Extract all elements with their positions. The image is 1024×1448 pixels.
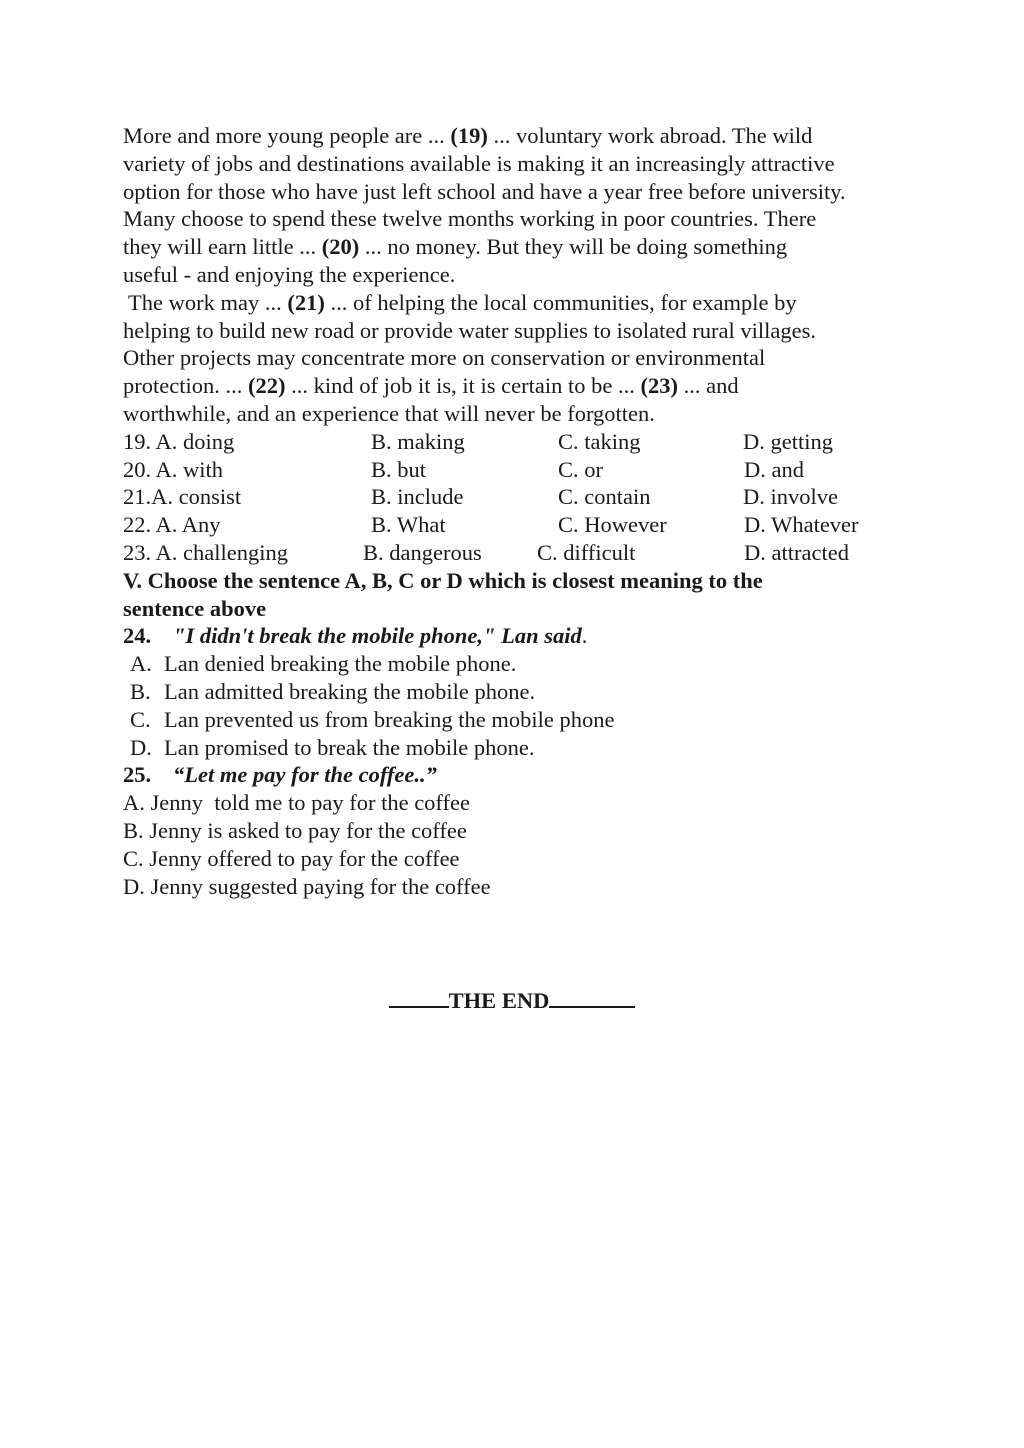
- passage-text: variety of jobs and destinations available is making it an increasingly attractive: [123, 150, 835, 176]
- passage-line: [123, 372, 923, 400]
- blank-number: (19): [450, 123, 488, 148]
- option-c[interactable]: C. taking: [558, 428, 641, 454]
- passage-text: they will earn little ...: [123, 234, 322, 260]
- answer-choice[interactable]: [123, 678, 923, 706]
- passage-line: [123, 400, 923, 428]
- option-b[interactable]: B. making: [371, 428, 465, 454]
- answer-choice[interactable]: [123, 734, 923, 762]
- section-title: [123, 567, 923, 623]
- passage-text: helping to build new road or provide water supplies to isolated rural villages.: [123, 317, 816, 343]
- passage-line: [123, 261, 923, 289]
- question-number: 25.: [123, 762, 152, 788]
- passage-line: [123, 289, 923, 317]
- passage-text: protection. ...: [123, 373, 248, 399]
- option-c[interactable]: C. contain: [558, 484, 651, 510]
- choice-text: Lan admitted breaking the mobile phone.: [164, 678, 536, 704]
- option-a[interactable]: 20. A. with: [123, 456, 224, 482]
- question-24-options: [123, 650, 923, 761]
- choice-letter: C.: [130, 706, 151, 732]
- answer-choice[interactable]: [123, 706, 923, 734]
- option-d[interactable]: D. and: [744, 456, 804, 482]
- passage-line: [123, 205, 923, 233]
- blank-number: (22): [247, 373, 286, 399]
- answer-choice[interactable]: C. Jenny offered to pay for the coffee: [123, 845, 460, 871]
- passage-line: [123, 178, 923, 206]
- option-a[interactable]: 23. A. challenging: [123, 539, 288, 565]
- answer-choice[interactable]: B. Jenny is asked to pay for the coffee: [123, 817, 467, 843]
- option-c[interactable]: C. difficult: [537, 539, 636, 565]
- passage-line: [123, 150, 923, 178]
- question-25-options: [123, 789, 923, 900]
- option-d[interactable]: D. getting: [743, 428, 833, 454]
- option-d[interactable]: D. involve: [743, 484, 838, 510]
- passage-paragraph-2: [123, 289, 923, 428]
- question-quote: “Let me pay for the coffee..”: [173, 762, 437, 788]
- passage-text: Many choose to spend these twelve months working in poor countries. There: [123, 206, 817, 232]
- passage-line: [123, 122, 923, 150]
- question-24-stem: [123, 622, 923, 650]
- answer-choice[interactable]: D. Jenny suggested paying for the coffee: [123, 873, 491, 899]
- passage-text: ... and: [677, 373, 739, 399]
- question-25-stem: [123, 761, 923, 789]
- underline-left: [389, 984, 449, 1008]
- question-punctuation: .: [581, 623, 588, 649]
- option-a[interactable]: 22. A. Any: [123, 512, 221, 538]
- option-b[interactable]: B. dangerous: [363, 539, 482, 565]
- answer-choice[interactable]: [123, 650, 923, 678]
- passage-text: Other projects may concentrate more on conservation or environmental: [123, 345, 766, 371]
- options-row-22: [123, 511, 923, 539]
- passage-paragraph-1: [123, 122, 923, 289]
- option-d[interactable]: D. Whatever: [744, 512, 859, 538]
- choice-text: Lan prevented us from breaking the mobile phone: [164, 706, 615, 732]
- blank-number: (20): [321, 234, 360, 260]
- option-d[interactable]: D. attracted: [744, 539, 849, 565]
- underline-right: [549, 984, 635, 1008]
- answer-options-table: [123, 428, 923, 567]
- passage-text: ... voluntary work abroad. The wild: [487, 123, 813, 148]
- question-quote: "I didn't break the mobile phone," Lan said: [173, 623, 582, 649]
- option-c[interactable]: C. However: [558, 512, 667, 538]
- options-row-19: [123, 428, 923, 456]
- the-end-footer: [0, 984, 1024, 1014]
- passage-line: [123, 233, 923, 261]
- option-a[interactable]: 19. A. doing: [123, 428, 235, 454]
- passage-text: ... kind of job it is, it is certain to be ...: [285, 373, 641, 399]
- passage-text: option for those who have just left school and have a year free before university.: [123, 178, 846, 204]
- option-b[interactable]: B. What: [371, 512, 446, 538]
- options-row-21: [123, 483, 923, 511]
- choice-text: Lan promised to break the mobile phone.: [164, 734, 535, 760]
- passage-text: More and more young people are ...: [123, 123, 451, 148]
- blank-number: (23): [640, 373, 678, 399]
- answer-choice[interactable]: A. Jenny told me to pay for the coffee: [123, 790, 470, 816]
- option-a[interactable]: 21.A. consist: [123, 484, 242, 510]
- choice-letter: B.: [130, 678, 151, 704]
- options-row-20: [123, 456, 923, 484]
- passage-line: [123, 317, 923, 345]
- passage-line: [123, 344, 923, 372]
- options-row-23: [123, 539, 923, 567]
- option-b[interactable]: B. but: [371, 456, 427, 482]
- option-b[interactable]: B. include: [371, 484, 464, 510]
- exam-page: [123, 122, 923, 900]
- option-c[interactable]: C. or: [558, 456, 603, 482]
- question-number: 24.: [123, 623, 152, 649]
- blank-number: (21): [287, 289, 325, 315]
- passage-text: ... no money. But they will be doing something: [359, 234, 788, 260]
- passage-text: worthwhile, and an experience that will never be forgotten.: [123, 400, 655, 426]
- choice-letter: A.: [130, 651, 152, 677]
- choice-letter: D.: [130, 734, 152, 760]
- passage-text: The work may ...: [128, 289, 288, 315]
- passage-text: ... of helping the local communities, for example by: [324, 289, 797, 315]
- choice-text: Lan denied breaking the mobile phone.: [164, 651, 517, 677]
- passage-text: useful - and enjoying the experience.: [123, 261, 456, 287]
- section-title-line: V. Choose the sentence A, B, C or D which is closest meaning to the: [123, 567, 763, 593]
- the-end-text: THE END: [448, 988, 550, 1013]
- section-title-line: sentence above: [123, 595, 267, 621]
